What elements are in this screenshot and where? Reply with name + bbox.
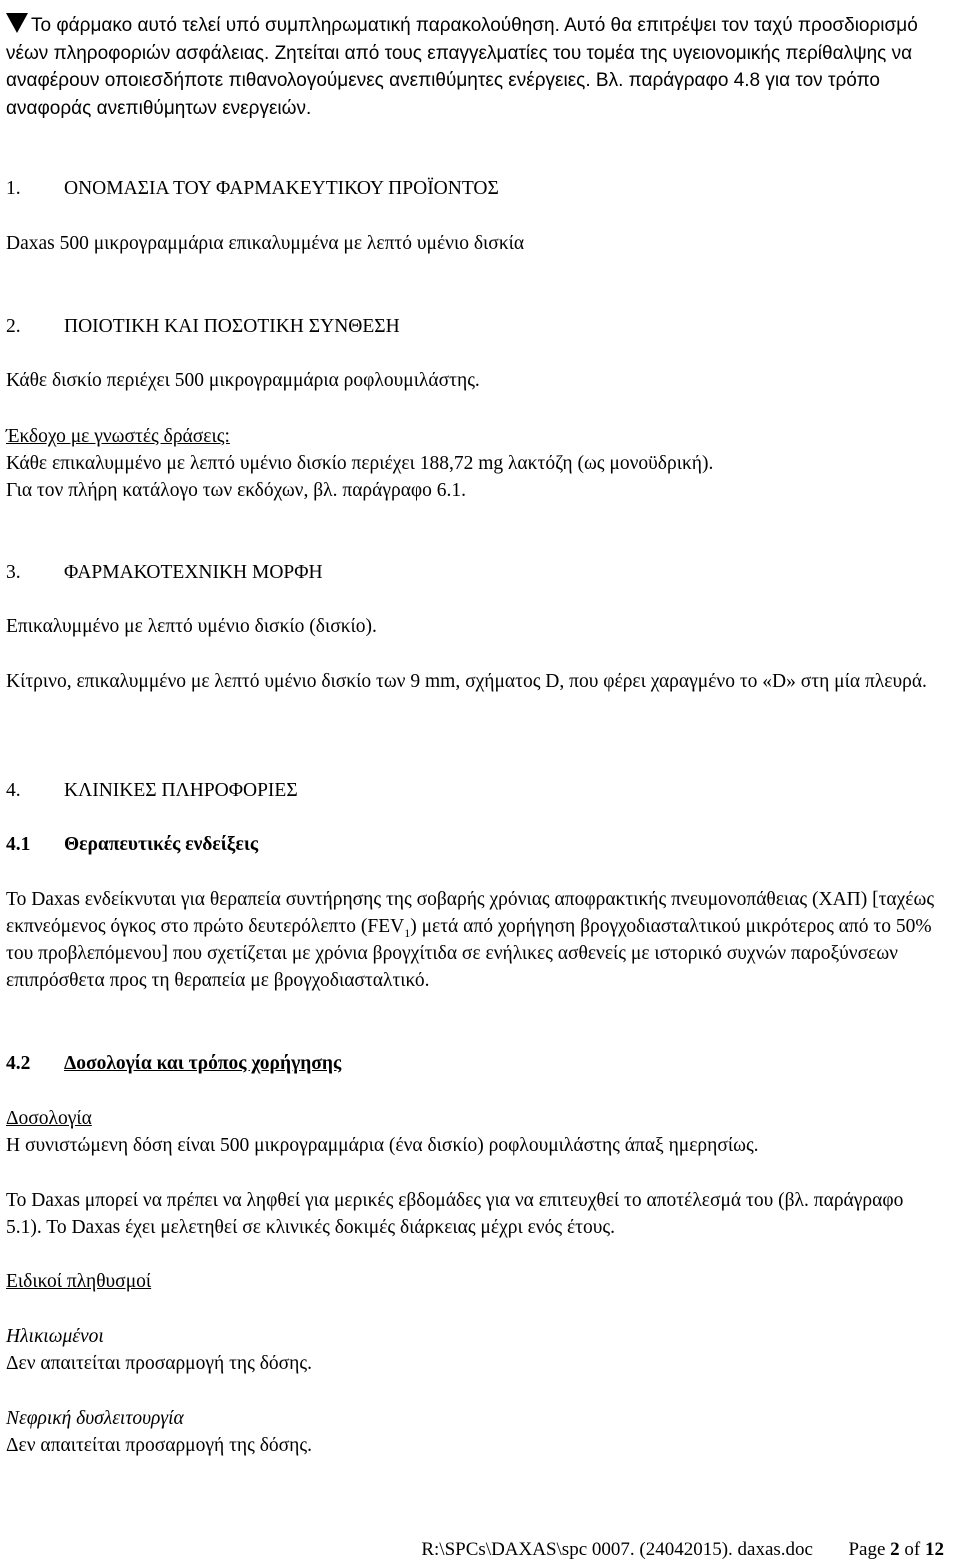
tablet-description: Κίτρινο, επικαλυμμένο με λεπτό υμένιο δισκίο των 9 mm, σχήματος D, που φέρει χαραγμένο το «D» στη μία πλευρά.	[6, 671, 927, 692]
monitoring-text: Το φάρμακο αυτό τελεί υπό συμπληρωματική παρακολούθηση. Αυτό θα επιτρέψει τον ταχύ προσδιορισμό νέων πληροφοριών ασφάλειας. Ζητείται από τους επαγγελματίες του τομέα της υγειονομικής περίθαλψης να αναφέρουν οποιεσδήποτε πιθανολογούμενες ανεπιθύμητες ενέργειες. Βλ. παράγραφο 4.8 για τον τρόπο αναφοράς ανεπιθύμητων ενεργειών.	[6, 15, 918, 119]
section-3-heading	[6, 559, 942, 586]
product-name-text: Daxas 500 μικρογραμμάρια επικαλυμμένα με λεπτό υμένιο δισκία	[6, 233, 525, 254]
composition-text: Κάθε δισκίο περιέχει 500 μικρογραμμάρια ροφλουμιλάστης.	[6, 370, 480, 391]
section-number: 4.2	[6, 1053, 31, 1074]
page-footer	[421, 1538, 944, 1562]
excipient-text: Κάθε επικαλυμμένο με λεπτό υμένιο δισκίο περιέχει 188,72 mg λακτόζη (ως μονοϋδρική).	[6, 453, 714, 474]
elderly-text: Δεν απαιτείται προσαρμογή της δόσης.	[6, 1353, 312, 1374]
elderly-label: Ηλικιωμένοι	[6, 1326, 104, 1347]
excipient-reference: Για τον πλήρη κατάλογο των εκδόχων, βλ. παράγραφο 6.1.	[6, 480, 467, 501]
fev-subscript: 1	[404, 925, 411, 940]
section-4-1-heading	[6, 831, 942, 858]
indications-text	[6, 886, 942, 994]
section-number: 3.	[6, 562, 21, 583]
section-title: Θεραπευτικές ενδείξεις	[64, 834, 259, 855]
section-number: 1.	[6, 178, 21, 199]
section-title: ΟΝΟΜΑΣΙΑ ΤΟΥ ΦΑΡΜΑΚΕΥΤΙΚΟΥ ΠΡΟΪΟΝΤΟΣ	[64, 178, 499, 199]
section-number: 4.	[6, 780, 21, 801]
pharmaceutical-form-text: Επικαλυμμένο με λεπτό υμένιο δισκίο (δισκίο).	[6, 616, 377, 637]
section-title: ΠΟΙΟΤΙΚΗ ΚΑΙ ΠΟΣΟΤΙΚΗ ΣΥΝΘΕΣΗ	[64, 316, 400, 337]
renal-impairment-text: Δεν απαιτείται προσαρμογή της δόσης.	[6, 1435, 312, 1456]
section-4-2-heading	[6, 1050, 942, 1077]
indications-text-part: ) μετά από χορήγηση βρογχοδιασταλτικού μικρότερος από το 50% του προβλεπόμενου] που σχετίζεται με χρόνια βρογχίτιδα σε ενήλικες ασθενείς με ιστορικό συχνών παροξύνσεων επιπρόσθετα προς τη θεραπεία με βρογχοδιασταλτικό.	[6, 916, 932, 991]
section-4-heading	[6, 777, 942, 804]
special-populations-label: Ειδικοί πληθυσμοί	[6, 1271, 152, 1292]
page-word: Page	[848, 1539, 886, 1560]
section-title: ΚΛΙΝΙΚΕΣ ΠΛΗΡΟΦΟΡΙΕΣ	[64, 780, 298, 801]
section-2-heading	[6, 313, 942, 340]
additional-monitoring-statement	[6, 12, 942, 122]
black-triangle-icon	[6, 13, 28, 33]
page-number: 2	[890, 1539, 900, 1560]
renal-impairment-label: Νεφρική δυσλειτουργία	[6, 1408, 184, 1429]
dosage-label: Δοσολογία	[6, 1108, 92, 1129]
section-number: 4.1	[6, 834, 31, 855]
section-number: 2.	[6, 316, 21, 337]
document-path: R:\SPCs\DAXAS\spc 0007. (24042015). daxas.doc	[421, 1539, 813, 1560]
of-word: of	[904, 1539, 921, 1560]
section-title: ΦΑΡΜΑΚΟΤΕΧΝΙΚΗ ΜΟΡΦΗ	[64, 562, 323, 583]
dosage-text: Η συνιστώμενη δόση είναι 500 μικρογραμμάρια (ένα δισκίο) ροφλουμιλάστης άπαξ ημερησίως.	[6, 1135, 759, 1156]
excipient-label: Έκδοχο με γνωστές δράσεις:	[6, 426, 230, 447]
page-total: 12	[925, 1539, 944, 1560]
treatment-duration-text: Το Daxas μπορεί να πρέπει να ληφθεί για μερικές εβδομάδες για να επιτευχθεί το αποτέλεσμά του (βλ. παράγραφο 5.1). Το Daxas έχει μελετηθεί σε κλινικές δοκιμές διάρκειας μέχρι ενός έτους.	[6, 1190, 904, 1238]
indications-text-part: Το Daxas ενδείκνυται για θεραπεία συντήρησης της σοβαρής χρόνιας αποφρακτικής πνευμονοπάθειας (ΧΑΠ) [ταχέως εκπνεόμενος όγκος στο πρώτο δευτερόλεπτο (FEV	[6, 889, 935, 937]
section-title: Δοσολογία και τρόπος χορήγησης	[64, 1053, 342, 1074]
section-1-heading	[6, 175, 942, 202]
